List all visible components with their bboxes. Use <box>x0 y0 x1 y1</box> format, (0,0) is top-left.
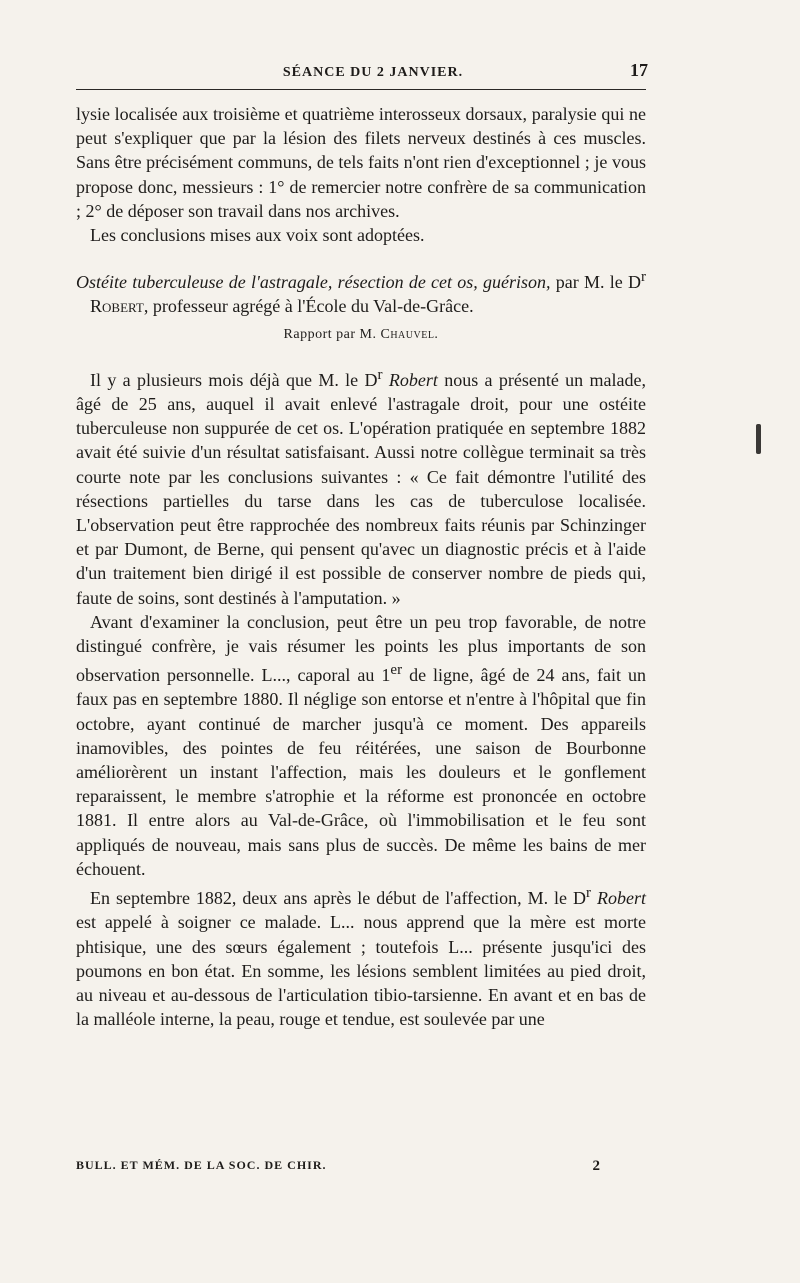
byline-suffix: , professeur agrégé à l'École du Val-de-Grâce. <box>143 296 474 317</box>
p3-name: Robert <box>388 369 438 390</box>
p5-name: Robert <box>597 888 647 909</box>
p4-text-b: de ligne, âgé de 24 ans, fait un faux pas en septembre 1880. Il néglige son entorse et n'entre à l'hôpital que fin octobre, ayant continué de marcher jusqu'à ce moment. Des appareils inamovibles, des pointes de feu réitérées, une saison de Bourbonne améliorèrent un instant l'affection, mais les douleurs et le gonflement reparaissent, le membre s'atrophie et la réforme est prononcée en octobre 1881. Il entre alors au Val-de-Grâce, où l'immobilisation et le feu sont appliqués de nouveau, mais sans plus de succès. De même les bains de mer échouent. <box>76 665 646 879</box>
page-body <box>76 102 646 1031</box>
rapport-prefix: Rapport par M. <box>283 326 377 342</box>
p5-sup: r <box>586 885 592 902</box>
rapport-author: Chauvel. <box>380 326 439 342</box>
p3-text-a: Il y a plusieurs mois déjà que M. le D <box>90 369 378 390</box>
paragraph-3 <box>76 363 646 610</box>
page-footer <box>76 1158 646 1175</box>
p4-sup: er <box>390 662 403 679</box>
footer-sheet-number: 2 <box>592 1158 601 1174</box>
p5-text-a: En septembre 1882, deux ans après le début de l'affection, M. le D <box>90 888 587 909</box>
footer-signature: BULL. ET MÉM. DE LA SOC. DE CHIR. <box>76 1158 327 1172</box>
p5-text-b: est appelé à soigner ce malade. L... nous apprend que la mère est morte phtisique, une des sœurs également ; toutefois L... présente jusqu'ici des poumons en bon état. En somme, les lésions semblent limitées au pied droit, au niveau et au-dessous de l'articulation tibio-tarsienne. En avant et en bas de la malléole interne, la peau, rouge et tendue, est soulevée par une <box>76 912 646 1030</box>
section-title: Ostéite tuberculeuse de l'astragale, résection de cet os, guérison, <box>76 272 551 293</box>
margin-mark <box>756 424 761 454</box>
byline-prefix: par M. le D <box>555 272 641 293</box>
p3-sup: r <box>377 366 383 383</box>
paragraph-4 <box>76 610 646 881</box>
page-number: 17 <box>630 60 648 80</box>
p4-text-a: Avant d'examiner la conclusion, peut être un peu trop favorable, de notre distingué confrère, je vais résumer les points les plus importants de son observation personnelle. L..., caporal au 1 <box>76 611 646 686</box>
rapport-line <box>76 323 646 347</box>
paragraph-5 <box>76 881 646 1031</box>
header-title: SÉANCE DU 2 JANVIER. <box>282 65 464 80</box>
byline-author: Robert <box>90 296 144 317</box>
section-heading <box>76 265 646 318</box>
paragraph-1: lysie localisée aux troisième et quatrième interosseux dorsaux, paralysie qui ne peut s'expliquer que par la lésion des filets nerveux destinés à ces muscles. Sans être précisément communs, de tels faits n'ont rien d'exceptionnel ; je vous propose donc, messieurs : 1° de remercier notre confrère de sa communication ; 2° de déposer son travail dans nos archives. <box>76 104 646 221</box>
running-header <box>76 60 648 84</box>
header-rule <box>76 89 646 90</box>
p3-text-b: nous a présenté un malade, âgé de 25 ans, auquel il avait enlevé l'astragale droit, pour une ostéite tuberculeuse non suppurée de cet os. L'opération pratiquée en septembre 1882 avait été suivie d'un résultat satisfaisant. Aussi notre collègue terminait sa très courte note par les conclusions suivantes : « Ce fait démontre l'utilité des résections partielles du tarse dans les cas de tuberculose localisée. L'observation peut être rapprochée des nombreux faits réunis par Schinzinger et par Dumont, de Berne, qui pensent qu'avec un diagnostic précis et à l'aide d'un traitement bien dirigé il est possible de conserver nombre de pieds qui, faute de soins, sont destinés à l'amputation. » <box>76 369 646 608</box>
paragraph-2: Les conclusions mises aux voix sont adoptées. <box>90 225 425 246</box>
byline-sup: r <box>641 269 646 286</box>
